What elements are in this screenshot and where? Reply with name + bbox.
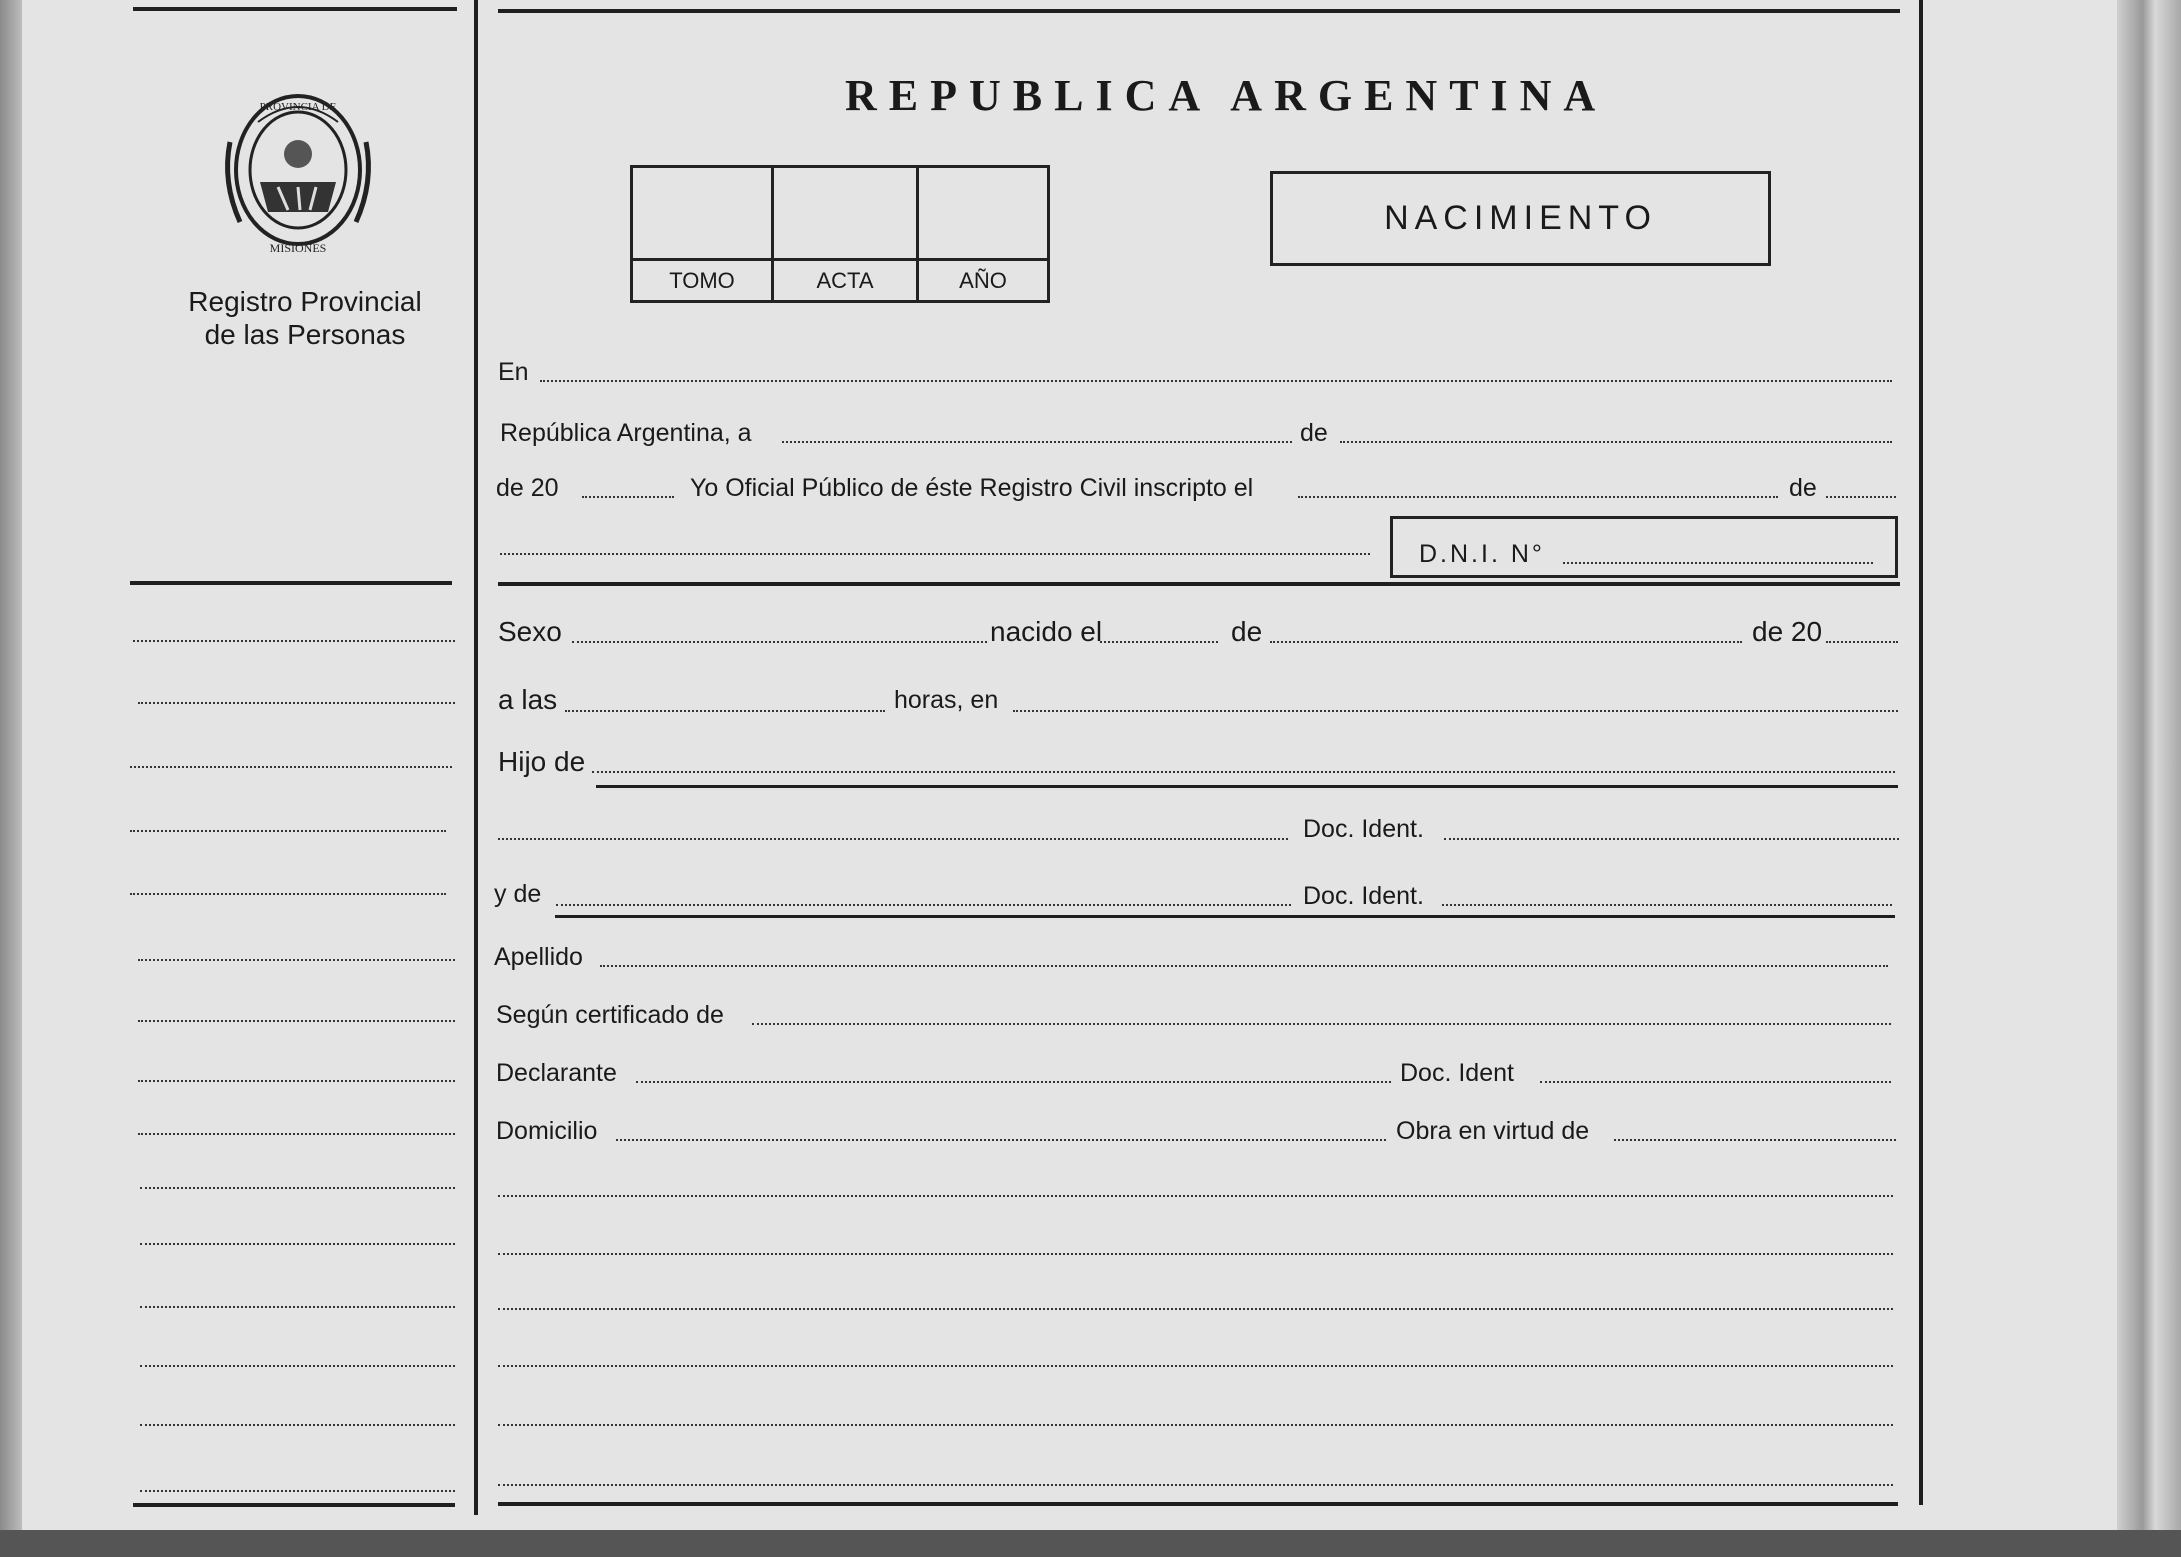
domicilio-label: Domicilio bbox=[496, 1117, 598, 1145]
nacido-day-field[interactable] bbox=[1100, 641, 1218, 643]
book-binding bbox=[2117, 0, 2181, 1557]
oficial-label: Yo Oficial Público de éste Registro Civil inscripto el bbox=[690, 474, 1254, 502]
nacido-month-field[interactable] bbox=[1270, 641, 1742, 643]
sidebar-line[interactable] bbox=[138, 702, 455, 704]
declarante-field[interactable] bbox=[636, 1081, 1391, 1083]
tomo-acta-anio-box bbox=[630, 165, 1050, 303]
dni-label: D.N.I. N° bbox=[1419, 540, 1545, 568]
lugar-field[interactable] bbox=[1013, 710, 1898, 712]
sidebar-bottom-rule bbox=[133, 1503, 455, 1507]
seal-text-bottom: MISIONES bbox=[269, 241, 327, 255]
book-bottom-edge bbox=[0, 1530, 2181, 1557]
sidebar-line[interactable] bbox=[140, 1187, 455, 1189]
act-type-badge: NACIMIENTO bbox=[1270, 171, 1771, 266]
padre-name-cont-field[interactable] bbox=[498, 838, 1288, 840]
declarante-label: Declarante bbox=[496, 1059, 617, 1087]
en-label: En bbox=[498, 358, 529, 386]
month-field[interactable] bbox=[1340, 441, 1892, 443]
sidebar-line[interactable] bbox=[130, 893, 446, 895]
year-prefix-label: de 20 bbox=[496, 474, 559, 502]
doc-ident-label-2: Doc. Ident. bbox=[1303, 882, 1424, 910]
sidebar-top-rule bbox=[133, 7, 457, 11]
page-shadow bbox=[0, 0, 22, 1557]
padre-field[interactable] bbox=[592, 771, 1895, 773]
dni-field[interactable] bbox=[1563, 562, 1873, 564]
sexo-field[interactable] bbox=[572, 641, 987, 643]
certificado-field[interactable] bbox=[752, 1023, 1891, 1025]
officer-name-field[interactable] bbox=[500, 553, 1370, 555]
sidebar-line[interactable] bbox=[138, 1020, 455, 1022]
blank-line[interactable] bbox=[498, 1308, 1893, 1310]
apellido-label: Apellido bbox=[494, 943, 583, 971]
sidebar-line[interactable] bbox=[140, 1424, 455, 1426]
en-field[interactable] bbox=[540, 380, 1892, 382]
misiones-seal-icon bbox=[218, 82, 378, 262]
sidebar-line[interactable] bbox=[140, 1490, 455, 1492]
domicilio-field[interactable] bbox=[616, 1139, 1386, 1141]
acta-label: ACTA bbox=[816, 268, 874, 293]
year-field[interactable] bbox=[582, 496, 674, 498]
main-top-rule bbox=[498, 9, 1900, 13]
de-field-2[interactable] bbox=[1826, 496, 1896, 498]
obra-field[interactable] bbox=[1614, 1139, 1896, 1141]
day-field[interactable] bbox=[782, 441, 1292, 443]
de20-label: de 20 bbox=[1752, 616, 1823, 647]
madre-doc-field[interactable] bbox=[1442, 904, 1892, 906]
madre-rule bbox=[555, 915, 1895, 918]
tomo-label: TOMO bbox=[669, 268, 735, 293]
padre-doc-field[interactable] bbox=[1444, 838, 1899, 840]
acta-field[interactable] bbox=[774, 168, 916, 258]
sidebar-line[interactable] bbox=[138, 959, 455, 961]
madre-field[interactable] bbox=[556, 904, 1291, 906]
blank-line[interactable] bbox=[498, 1484, 1893, 1486]
doc-ident-label-3: Doc. Ident bbox=[1400, 1059, 1514, 1087]
main-bottom-rule bbox=[498, 1502, 1898, 1506]
tomo-field[interactable] bbox=[633, 168, 771, 258]
declarante-doc-field[interactable] bbox=[1540, 1081, 1891, 1083]
blank-line[interactable] bbox=[498, 1253, 1893, 1255]
sidebar-line[interactable] bbox=[138, 1133, 455, 1135]
nacido-year-field[interactable] bbox=[1826, 641, 1898, 643]
sidebar-line[interactable] bbox=[140, 1243, 455, 1245]
doc-ident-label: Doc. Ident. bbox=[1303, 815, 1424, 843]
sidebar-line[interactable] bbox=[138, 1080, 455, 1082]
y-de-label: y de bbox=[494, 880, 542, 908]
republica-label: República Argentina, a bbox=[500, 419, 752, 447]
sidebar-line[interactable] bbox=[133, 640, 455, 642]
sidebar-line[interactable] bbox=[140, 1306, 455, 1308]
main-right-border bbox=[1919, 0, 1923, 1505]
anio-label: AÑO bbox=[959, 268, 1007, 293]
section-rule bbox=[498, 582, 1900, 586]
hijo-de-label: Hijo de bbox=[498, 746, 586, 777]
column-divider bbox=[474, 0, 478, 1515]
apellido-field[interactable] bbox=[600, 965, 1888, 967]
registry-line-2: de las Personas bbox=[204, 319, 406, 350]
anio-field[interactable] bbox=[919, 168, 1047, 258]
sidebar-line[interactable] bbox=[130, 766, 452, 768]
page-title: REPUBLICA ARGENTINA bbox=[845, 71, 1608, 120]
registry-line-1: Registro Provincial bbox=[188, 286, 422, 317]
blank-line[interactable] bbox=[498, 1424, 1893, 1426]
sidebar-mid-rule bbox=[130, 581, 452, 585]
sidebar-line[interactable] bbox=[130, 830, 446, 832]
registry-name bbox=[160, 285, 450, 351]
padre-rule bbox=[596, 785, 1898, 788]
hora-field[interactable] bbox=[565, 710, 885, 712]
blank-line[interactable] bbox=[498, 1365, 1893, 1367]
obra-label: Obra en virtud de bbox=[1396, 1117, 1590, 1145]
seal-text-top: PROVINCIA DE bbox=[259, 101, 337, 113]
dni-box bbox=[1390, 516, 1898, 578]
a-las-label: a las bbox=[498, 684, 558, 715]
blank-line[interactable] bbox=[498, 1195, 1893, 1197]
segun-label: Según certificado de bbox=[496, 1001, 724, 1029]
inscripto-field[interactable] bbox=[1298, 496, 1778, 498]
sidebar-line[interactable] bbox=[140, 1365, 455, 1367]
nacido-label: nacido el bbox=[990, 616, 1103, 647]
de-label-3: de bbox=[1231, 616, 1263, 647]
de-label: de bbox=[1300, 419, 1328, 447]
sexo-label: Sexo bbox=[498, 616, 562, 647]
de-label-2: de bbox=[1789, 474, 1817, 502]
horas-label: horas, en bbox=[894, 686, 999, 714]
